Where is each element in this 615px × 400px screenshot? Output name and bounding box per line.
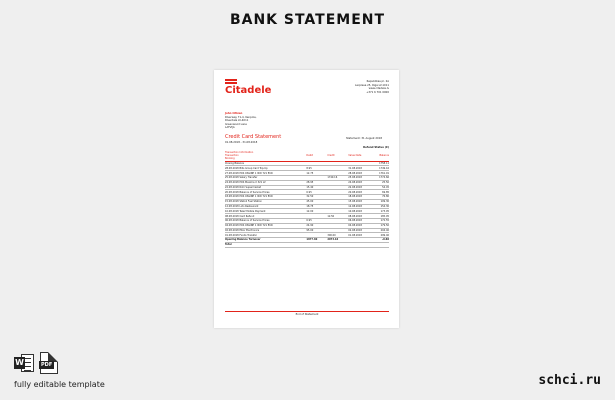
table-cell-debit bbox=[306, 242, 327, 247]
table-cell-date: 28.08.2018 bbox=[348, 171, 371, 176]
table-cell-date: 04.08.2018 bbox=[348, 223, 371, 228]
table-cell-date: 12.08.2018 bbox=[348, 204, 371, 209]
table-cell-credit: 2073.16 bbox=[327, 238, 348, 243]
table-cell-bal: 25.50 bbox=[372, 180, 390, 185]
table-cell-date: 06.08.2018 bbox=[348, 218, 371, 223]
bank-address-line: +371 6 701 0000 bbox=[366, 90, 389, 94]
table-cell-date: 22.08.2018 bbox=[348, 185, 371, 190]
customer-address bbox=[225, 112, 257, 130]
table-cell-bal: 173.05 bbox=[372, 209, 390, 214]
bank-logo bbox=[225, 79, 271, 96]
table-row bbox=[225, 242, 389, 247]
table-cell-desc: Closing Balance bbox=[225, 161, 306, 166]
format-icons bbox=[14, 352, 58, 374]
table-cell-date: 08.08.2018 bbox=[348, 214, 371, 219]
table-cell-date: 25.08.2018 bbox=[348, 175, 371, 180]
table-cell-bal: 179.50 bbox=[372, 223, 390, 228]
table-cell-debit: 15.40 bbox=[306, 185, 327, 190]
table-cell-credit: 300.00 bbox=[327, 233, 348, 238]
table-cell-debit: 24.90 bbox=[306, 223, 327, 228]
table-cell-date: 24.08.2018 bbox=[348, 180, 371, 185]
table-cell-debit: 28.95 bbox=[306, 180, 327, 185]
column-header: Credit bbox=[327, 151, 348, 161]
customer-line: Riverway 71-4, Kenpole, bbox=[225, 115, 257, 119]
table-cell-bal: 172.55 bbox=[372, 218, 390, 223]
table-cell-bal: 76.80 bbox=[372, 195, 390, 200]
table-cell-debit: 45.00 bbox=[306, 199, 327, 204]
table-cell-desc: 18.08.2018 POS ONLINE 1 ISW 721 EUR bbox=[225, 195, 306, 200]
table-cell-debit: 95.00 bbox=[306, 228, 327, 233]
word-document-icon: W bbox=[14, 352, 34, 374]
bank-address-line: Republikas pl. 2A bbox=[366, 80, 389, 83]
column-header: Balance bbox=[372, 151, 390, 161]
template-caption: fully editable template bbox=[14, 380, 105, 389]
table-cell-date: 10.08.2018 bbox=[348, 209, 371, 214]
table-cell-bal: 54.45 bbox=[372, 185, 390, 190]
table-cell-credit: 1749.16 bbox=[327, 175, 348, 180]
customer-line: Riverdale LV-4011 bbox=[225, 119, 249, 123]
table-cell-debit: 32.50 bbox=[306, 195, 327, 200]
table-cell-debit: 8.95 bbox=[306, 166, 327, 171]
table-cell-debit: 12.75 bbox=[306, 171, 327, 176]
table-cell-desc: 02.08.2018 Elkor Electronics bbox=[225, 228, 306, 233]
refund-status-label: Refund Status (€) bbox=[363, 146, 389, 149]
table-cell-bal: -0.60 bbox=[372, 238, 390, 243]
table-cell-desc: 01.08.2018 Funds Transfer bbox=[225, 233, 306, 238]
table-cell-date: 15.08.2018 bbox=[348, 199, 371, 204]
logo-mark-icon bbox=[225, 79, 271, 84]
logo-text: Citadele bbox=[225, 85, 272, 96]
transactions-table bbox=[225, 151, 389, 248]
table-cell-desc: 06.08.2018 Balance of Service Prices bbox=[225, 218, 306, 223]
table-cell-debit: 6.95 bbox=[306, 218, 327, 223]
statement-document bbox=[214, 70, 399, 328]
table-cell-bal: 1749.16 bbox=[372, 166, 390, 171]
statement-period: 01.08.2018 - 31.08.2018 bbox=[225, 141, 258, 144]
table-cell-debit: 12.00 bbox=[306, 209, 327, 214]
column-header: Value Date bbox=[348, 151, 371, 161]
table-cell-credit: 12.50 bbox=[327, 214, 348, 219]
table-cell-bal: 109.30 bbox=[372, 199, 390, 204]
table-cell-desc: 24.08.2018 POS Maxima X 321 LV bbox=[225, 180, 306, 185]
table-cell-date: 02.08.2018 bbox=[348, 228, 371, 233]
table-cell-bal: 69.85 bbox=[372, 190, 390, 195]
bank-address-line: Lacplesa 25, Riga LV-1011 bbox=[354, 83, 389, 87]
end-of-statement: End of Statement bbox=[225, 311, 389, 316]
column-header: Transaction Information Transaction Booking bbox=[225, 151, 306, 161]
transactions-body bbox=[225, 161, 389, 247]
column-header: Debit bbox=[306, 151, 327, 161]
table-cell-bal: 299.40 bbox=[372, 233, 390, 238]
table-cell-desc: 10.08.2018 Tele2 Mobile Payment bbox=[225, 209, 306, 214]
table-cell-desc: 08.08.2018 Card Refund bbox=[225, 214, 306, 219]
table-cell-desc: 04.08.2018 POS ONLINE 1 ISW 721 EUR bbox=[225, 223, 306, 228]
table-cell-date: 20.08.2018 bbox=[348, 190, 371, 195]
page-title: BANK STATEMENT bbox=[229, 12, 386, 28]
table-cell-debit: 18.75 bbox=[306, 204, 327, 209]
table-cell-desc: 15.08.2018 Statoil Fuel Station bbox=[225, 199, 306, 204]
site-brand: schci.ru bbox=[538, 373, 601, 388]
bank-address-line: www.citadele.lv bbox=[368, 87, 389, 91]
table-cell-debit: 6.95 bbox=[306, 190, 327, 195]
table-cell-date: 18.08.2018 bbox=[348, 195, 371, 200]
table-cell-desc: 22.08.2018 Rimi Supermarket bbox=[225, 185, 306, 190]
table-cell-desc: 28.08.2018 Bills Group Card Top-Up bbox=[225, 166, 306, 171]
table-cell-desc: Opening Balance Turnover bbox=[225, 238, 306, 243]
table-cell-credit bbox=[327, 242, 348, 247]
table-cell-bal bbox=[372, 242, 390, 247]
customer-name: John Citizen bbox=[225, 112, 243, 115]
bank-address bbox=[355, 80, 389, 94]
table-cell-bal: 204.40 bbox=[372, 228, 390, 233]
table-cell-desc: 12.08.2018 Lido Restaurant bbox=[225, 204, 306, 209]
pdf-document-icon: PDF bbox=[40, 352, 58, 374]
statement-date: Statement: 31 August 2018 bbox=[346, 137, 382, 140]
table-cell-desc: Total bbox=[225, 242, 306, 247]
customer-line: Greenwood Lane bbox=[225, 122, 247, 126]
table-header-row bbox=[225, 151, 389, 161]
table-cell-bal: 1774.66 bbox=[372, 175, 390, 180]
table-cell-desc: 27.08.2018 POS ONLINE 1 ISW 721 EUR bbox=[225, 171, 306, 176]
table-cell-date: 31.08.2018 bbox=[348, 166, 371, 171]
customer-line: LATVIJA bbox=[225, 126, 235, 130]
table-cell-bal: 1761.91 bbox=[372, 171, 390, 176]
table-cell-date: 01.08.2018 bbox=[348, 233, 371, 238]
table-cell-bal: 185.05 bbox=[372, 214, 390, 219]
table-cell-bal: 154.30 bbox=[372, 204, 390, 209]
table-cell-bal: 1758.11 bbox=[372, 161, 390, 166]
statement-title: Credit Card Statement bbox=[225, 134, 282, 140]
table-cell-debit: 1877.60 bbox=[306, 238, 327, 243]
table-cell-desc: 20.08.2018 Balance of Service Prices bbox=[225, 190, 306, 195]
table-cell-date bbox=[348, 242, 371, 247]
table-cell-desc: 25.08.2018 Salary Transfer bbox=[225, 175, 306, 180]
